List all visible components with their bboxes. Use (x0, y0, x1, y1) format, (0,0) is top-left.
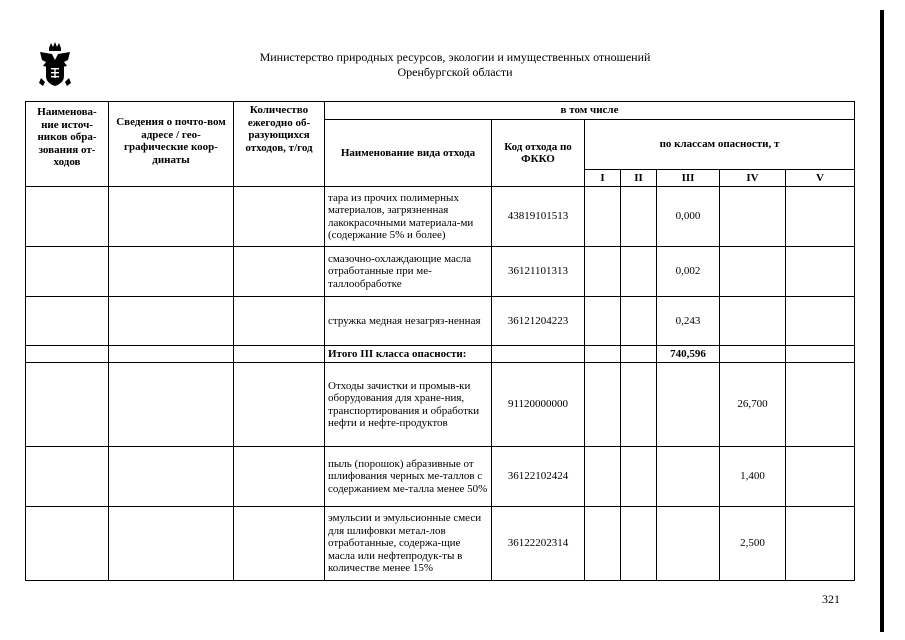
waste-name-cell: стружка медная незагряз-ненная (325, 297, 492, 346)
table-row (26, 247, 855, 297)
orenburg-coat-of-arms-icon (38, 42, 72, 88)
class-3-value: 0,243 (657, 297, 720, 346)
table-row (26, 363, 855, 447)
col-header-class-4: IV (720, 170, 786, 187)
waste-name-cell: пыль (порошок) абразивные от шлифования черных ме-таллов с содержанием ме-талла менее 50% (325, 447, 492, 507)
waste-table (25, 101, 855, 581)
fkko-code-cell: 36122202314 (492, 507, 585, 581)
class-4-value: 1,400 (720, 447, 786, 507)
class-3-value: 0,000 (657, 187, 720, 247)
col-header-class-2: II (621, 170, 657, 187)
col-header-source: Наименова-ние источ-ников обра-зования от-ходов (26, 102, 109, 187)
header-region: Оренбургской области (397, 65, 513, 79)
class-3-total-value: 740,596 (657, 346, 720, 363)
waste-name-cell: тара из прочих полимерных материалов, загрязненная лакокрасочными материала-ми (содержание 5% и более) (325, 187, 492, 247)
class-3-total-label: Итого III класса опасности: (325, 346, 492, 363)
col-header-class-1: I (585, 170, 621, 187)
waste-name-cell: эмульсии и эмульсионные смеси для шлифовки метал-лов отработанные, содержа-щие масла или нефтепродук-ты в количестве менее 15% (325, 507, 492, 581)
class-3-value: 0,002 (657, 247, 720, 297)
table-row (26, 447, 855, 507)
waste-name-cell: Отходы зачистки и промыв-ки оборудования для хране-ния, транспортирования и обработки нефти и нефте-продуктов (325, 363, 492, 447)
fkko-code-cell: 36121204223 (492, 297, 585, 346)
fkko-code-cell: 36121101313 (492, 247, 585, 297)
page-number: 321 (822, 592, 840, 606)
class-4-value: 2,500 (720, 507, 786, 581)
right-margin-bar (880, 10, 884, 632)
table-row (26, 297, 855, 346)
col-header-address: Сведения о почто-вом адресе / гео-графические коор-динаты (109, 102, 234, 187)
fkko-code-cell: 36122102424 (492, 447, 585, 507)
table-row (26, 187, 855, 247)
class-4-value: 26,700 (720, 363, 786, 447)
col-header-hazard-classes: по классам опасности, т (585, 120, 855, 170)
col-header-class-3: III (657, 170, 720, 187)
fkko-code-cell: 43819101513 (492, 187, 585, 247)
table-row (26, 507, 855, 581)
col-header-class-5: V (786, 170, 855, 187)
waste-name-cell: смазочно-охлаждающие масла отработанные при ме-таллообработке (325, 247, 492, 297)
fkko-code-cell: 91120000000 (492, 363, 585, 447)
col-header-fkko-code: Код отхода по ФККО (492, 120, 585, 187)
col-header-waste-name: Наименование вида отхода (325, 120, 492, 187)
col-header-amount: Количество ежегодно об-разующихся отходов, т/год (234, 102, 325, 187)
header-ministry: Министерство природных ресурсов, экологии и имущественных отношений (259, 50, 651, 64)
table-row-total (26, 346, 855, 363)
document-header (200, 50, 710, 80)
col-header-including: в том числе (325, 102, 855, 120)
